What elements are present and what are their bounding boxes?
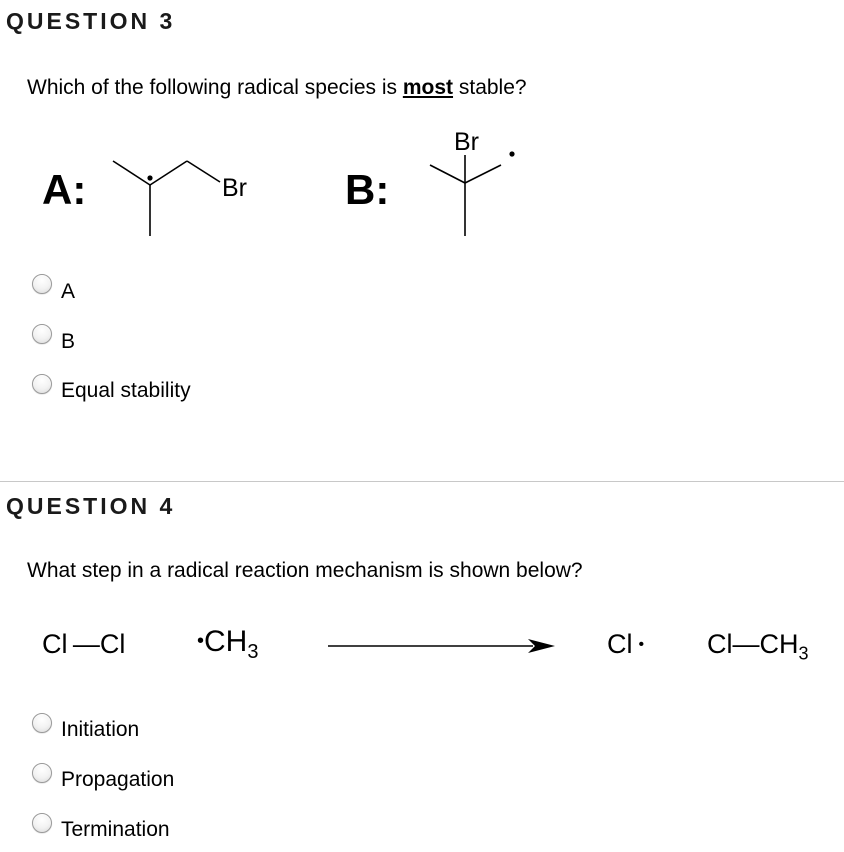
radio-option-a[interactable] [32,274,52,294]
option-equal-label: Equal stability [61,379,191,402]
option-a-label: A [61,280,76,303]
reaction-arrow [328,636,558,656]
radio-initiation[interactable] [32,713,52,733]
methyl-subscript: 3 [247,641,259,663]
prompt-text-end: stable? [453,76,527,99]
radio-propagation[interactable] [32,763,52,783]
structure-a-skeleton [113,161,220,236]
reactant-cl2: Cl —Cl [42,629,126,659]
question-3-title: QUESTION 3 [6,8,176,34]
termination-label: Termination [61,818,170,841]
chlorine-symbol: Cl [607,629,633,659]
radical-dot-b [509,151,514,156]
chloromethane-subscript: 3 [798,643,809,664]
prompt-emphasis: most [402,76,454,99]
radical-structures-figure [0,110,560,250]
structure-b-label: B: [345,166,390,213]
question-4-prompt: What step in a radical reaction mechanism is shown below? [27,559,583,582]
prompt-text: Which of the following radical species is [27,76,403,99]
structure-a-label: A: [42,166,87,213]
question-divider [0,481,844,482]
methyl-radical-dot: • [197,630,205,652]
structure-a-br: Br [222,174,247,202]
chloromethane-formula: Cl—CH [707,629,799,659]
propagation-label: Propagation [61,768,175,791]
structure-b-skeleton [430,155,501,236]
chlorine-radical-dot: • [638,636,645,653]
product-chlorine-radical [607,629,644,660]
question-3-prompt [27,76,527,100]
initiation-label: Initiation [61,718,140,741]
radio-option-equal[interactable] [32,374,52,394]
methyl-formula: CH [204,625,248,658]
structure-b-br: Br [454,128,479,156]
option-b-label: B [61,330,76,353]
question-4-title: QUESTION 4 [6,493,176,519]
reactant-methyl-radical [197,625,258,664]
radio-termination[interactable] [32,813,52,833]
radio-option-b[interactable] [32,324,52,344]
product-chloromethane [707,629,809,664]
radical-dot-a [147,175,152,180]
